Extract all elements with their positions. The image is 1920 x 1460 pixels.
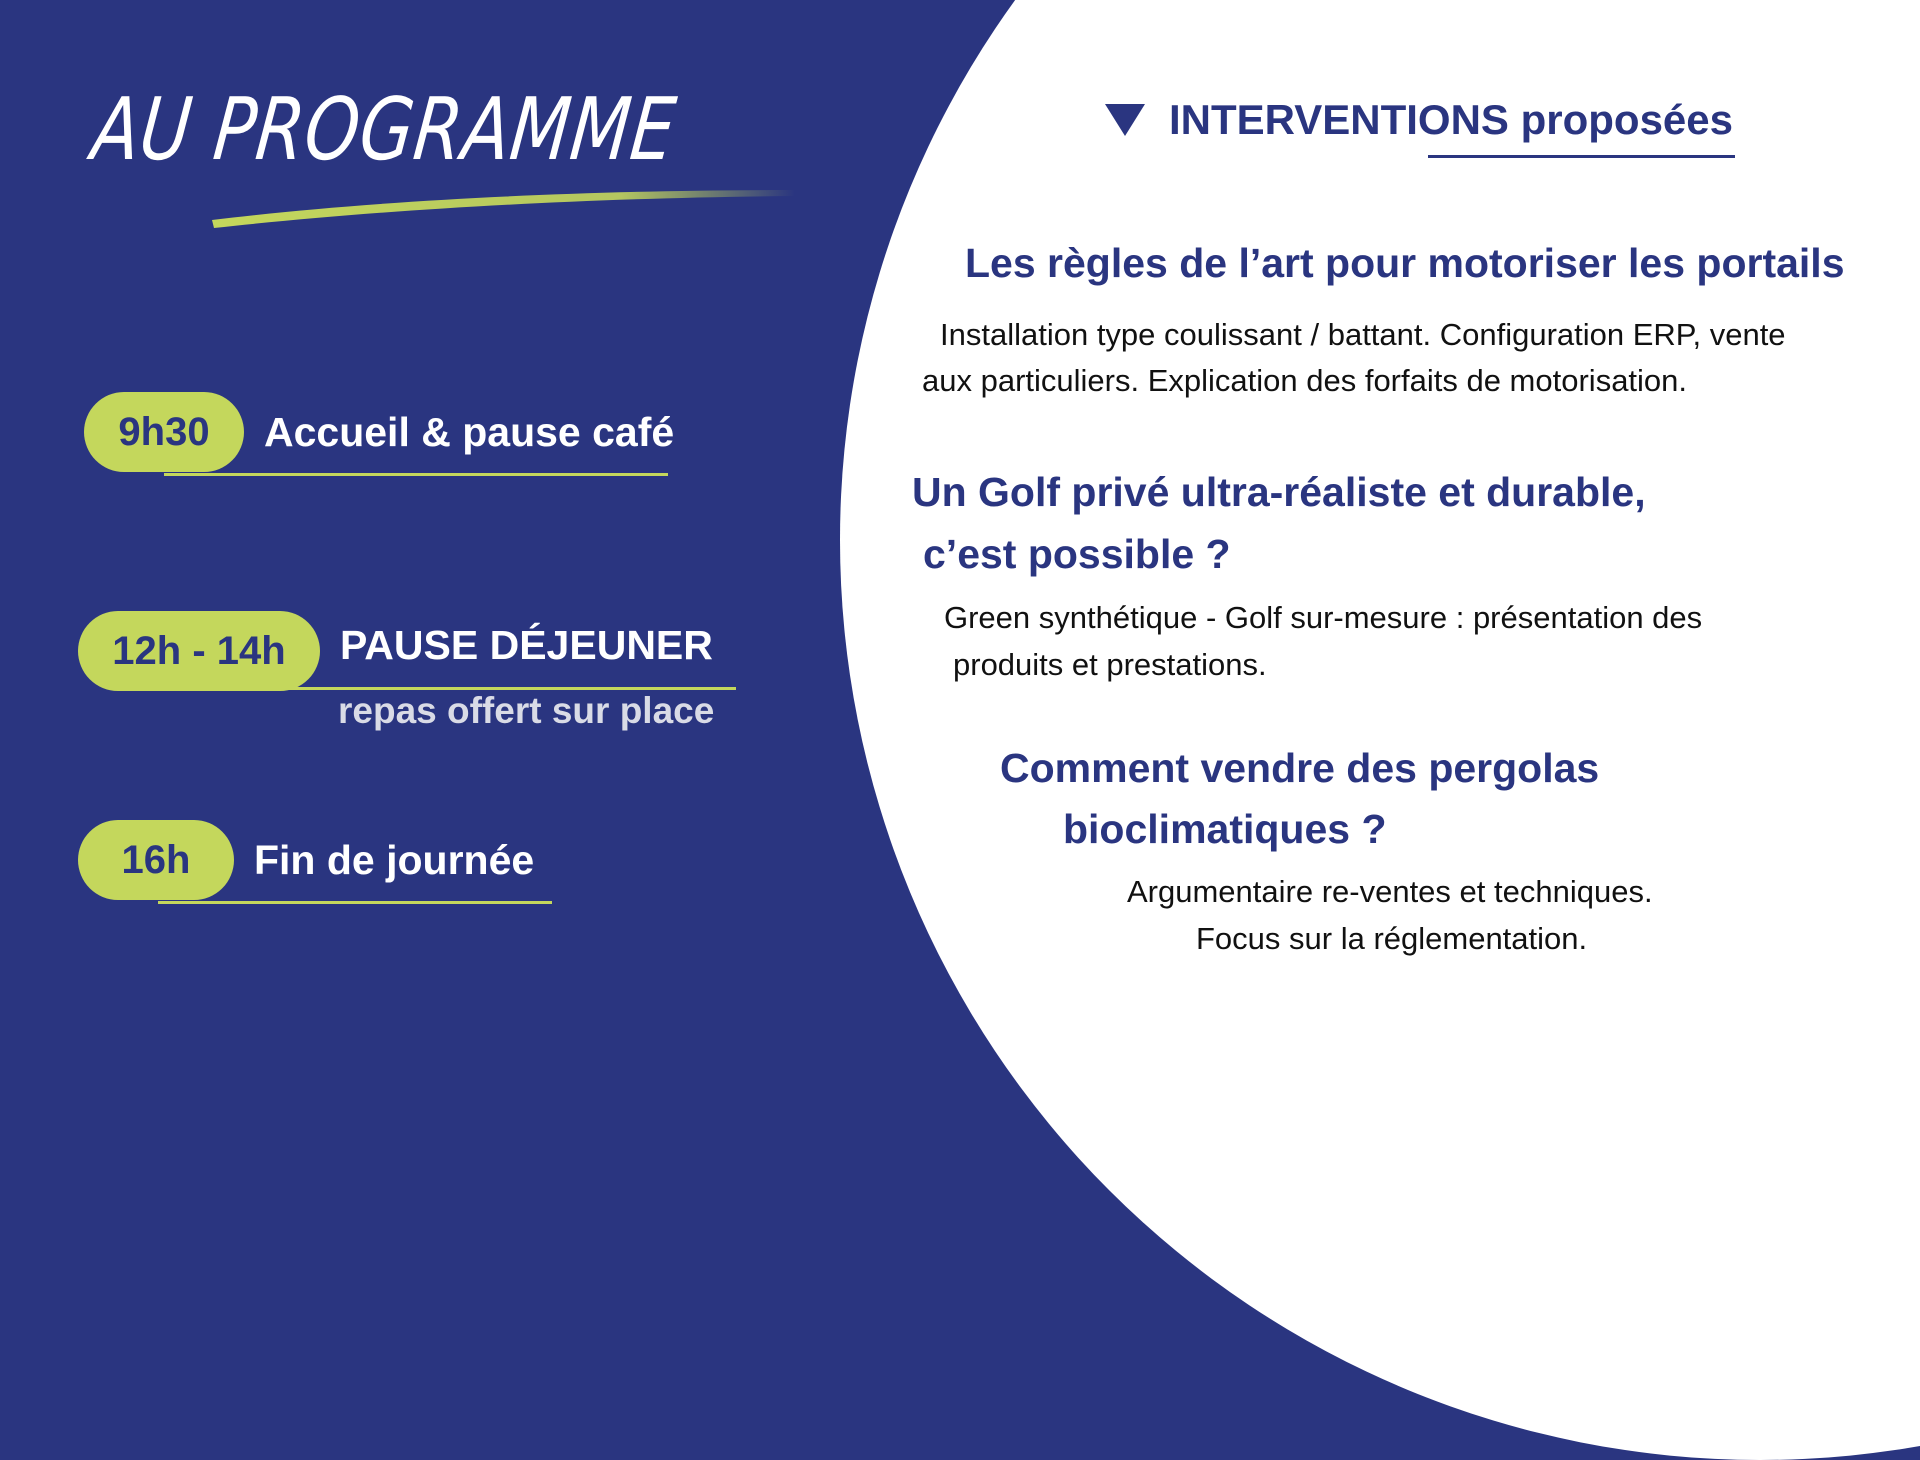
page-title: AU PROGRAMME	[87, 80, 681, 180]
intervention-2-desc-line1: Green synthétique - Golf sur-mesure : présentation des	[944, 600, 1703, 635]
interventions-heading	[1105, 96, 1733, 144]
intervention-1-desc-line2: aux particuliers. Explication des forfaits de motorisation.	[922, 363, 1688, 398]
interventions-heading-text: INTERVENTIONS proposées	[1169, 96, 1734, 143]
slot-label: Accueil & pause café	[264, 408, 675, 455]
intervention-2-title-line2: c’est possible ?	[923, 531, 1231, 577]
slot-label: PAUSE DÉJEUNER	[340, 621, 713, 668]
time-pill: 9h30	[84, 392, 244, 472]
slot-underline	[158, 901, 552, 904]
slot-underline	[164, 473, 668, 476]
intervention-3-desc-line2: Focus sur la réglementation.	[1196, 921, 1588, 956]
time-pill: 16h	[78, 820, 234, 900]
intervention-1-desc-line1: Installation type coulissant / battant. Configuration ERP, vente	[940, 317, 1786, 352]
schedule-slot-3	[78, 820, 558, 900]
intervention-1-title: Les règles de l’art pour motoriser les portails	[965, 240, 1845, 286]
intervention-3-desc-line1: Argumentaire re-ventes et techniques.	[1127, 874, 1653, 909]
slot-label: Fin de journée	[254, 836, 535, 883]
title-underline-brushstroke	[210, 182, 800, 232]
lunch-subtitle: repas offert sur place	[338, 690, 715, 731]
time-pill: 12h - 14h	[78, 611, 320, 691]
intervention-2-title-line1: Un Golf privé ultra-réaliste et durable,	[912, 469, 1646, 515]
heading-underline	[1428, 155, 1735, 158]
schedule-slot-1	[84, 392, 694, 472]
intervention-3-title-line2: bioclimatiques ?	[1063, 806, 1387, 852]
intervention-2-desc-line2: produits et prestations.	[953, 647, 1267, 682]
white-circle-panel	[840, 0, 1920, 1460]
schedule-slot-2	[78, 611, 738, 691]
intervention-3-title-line1: Comment vendre des pergolas	[1000, 745, 1600, 791]
triangle-down-icon	[1105, 104, 1145, 136]
